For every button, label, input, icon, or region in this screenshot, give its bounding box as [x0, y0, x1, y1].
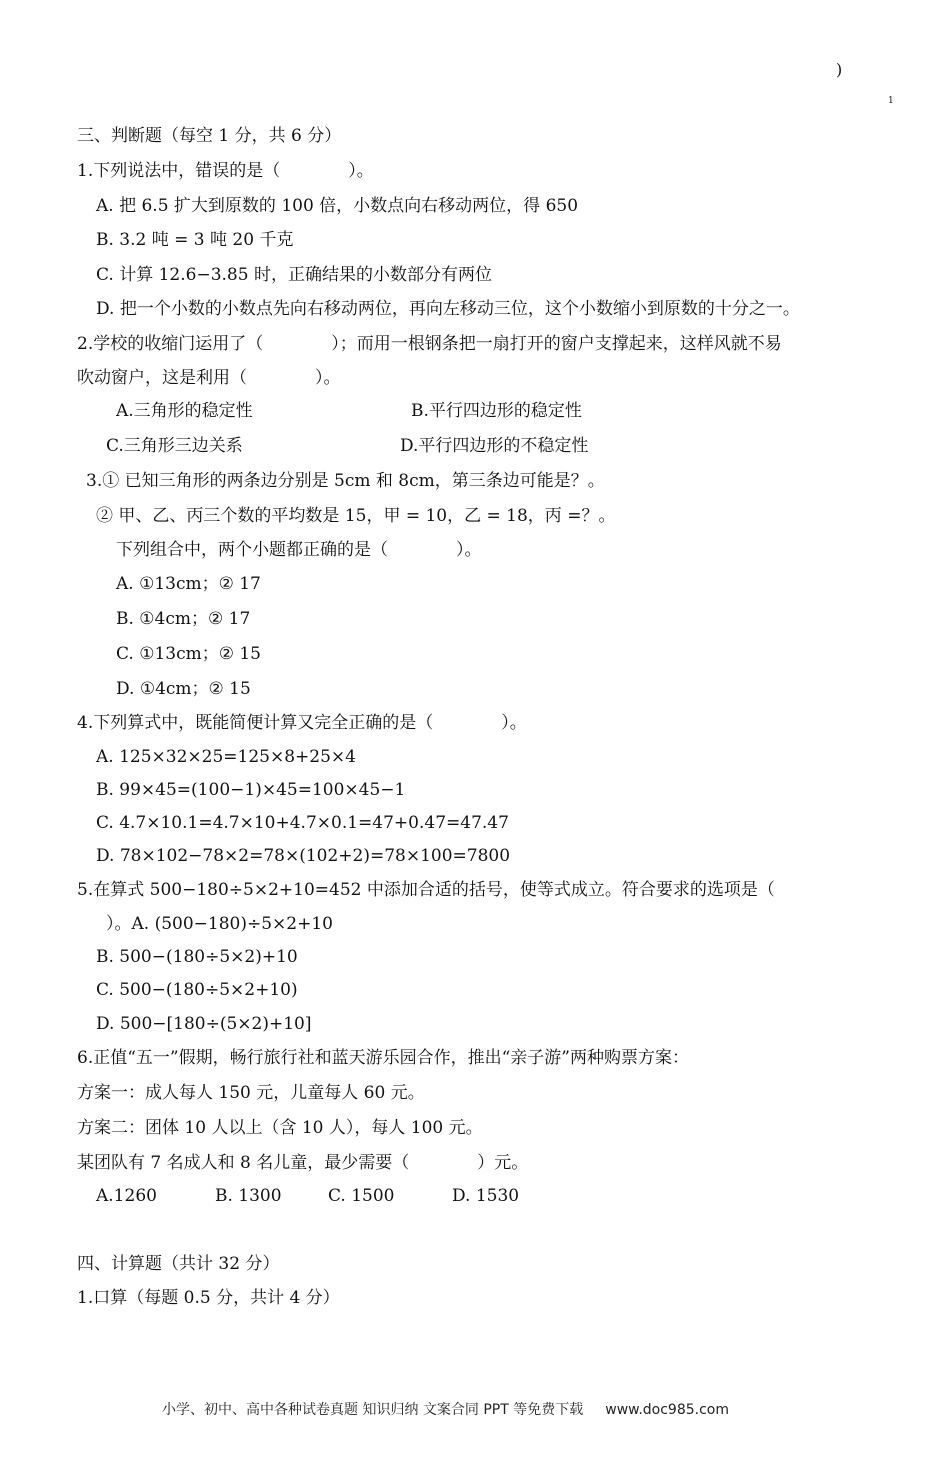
- q1-stem: 1.下列说法中，错误的是（ ）。: [77, 161, 374, 181]
- q3-option-b: B. ①4cm；② 17: [116, 609, 251, 629]
- q3-line1: 3.① 已知三角形的两条边分别是 5cm 和 8cm，第三条边可能是？。: [86, 471, 605, 491]
- q6-stem: 6.正值“五一”假期，畅行旅行社和蓝天游乐园合作，推出“亲子游”两种购票方案：: [77, 1048, 689, 1068]
- q4-option-d: D. 78×102−78×2=78×(102+2)=78×100=7800: [96, 846, 511, 866]
- q2-option-d: D.平行四边形的不稳定性: [400, 436, 589, 456]
- q6-plan-2: 方案二：团体 10 人以上（含 10 人），每人 100 元。: [77, 1118, 483, 1138]
- q5-stem-line2: ）。A. (500−180)÷5×2+10: [106, 914, 333, 934]
- page-number: 1: [888, 96, 894, 106]
- q5-stem-line1: 5.在算式 500−180÷5×2+10=452 中添加合适的括号，使等式成立。符合要求的选项是（: [77, 880, 775, 900]
- section-3-heading: 三、判断题（每空 1 分，共 6 分）: [77, 126, 342, 146]
- corner-paren: ): [836, 60, 843, 79]
- q4-option-b: B. 99×45=(100−1)×45=100×45−1: [96, 780, 406, 800]
- q1-option-c: C. 计算 12.6−3.85 时，正确结果的小数部分有两位: [96, 265, 492, 285]
- q4-option-c: C. 4.7×10.1=4.7×10+4.7×0.1=47+0.47=47.47: [96, 813, 509, 833]
- q3-line2: ② 甲、乙、丙三个数的平均数是 15，甲 = 10，乙 = 18，丙 =？。: [96, 506, 616, 526]
- section-4-q1: 1.口算（每题 0.5 分，共计 4 分）: [77, 1288, 340, 1308]
- q3-option-d: D. ①4cm；② 15: [116, 679, 251, 699]
- section-4-heading: 四、计算题（共计 32 分）: [77, 1254, 280, 1274]
- q3-line3: 下列组合中，两个小题都正确的是（ ）。: [116, 540, 482, 560]
- q4-option-a: A. 125×32×25=125×8+25×4: [96, 747, 356, 767]
- q6-option-b: B. 1300: [215, 1186, 282, 1206]
- q5-option-c: C. 500−(180÷5×2+10): [96, 980, 298, 1000]
- q2-option-b: B.平行四边形的稳定性: [411, 401, 582, 421]
- q1-option-d: D. 把一个小数的小数点先向右移动两位，再向左移动三位，这个小数缩小到原数的十分之一。: [96, 299, 800, 319]
- q2-stem-line2: 吹动窗户，这是利用（ ）。: [77, 368, 341, 388]
- q6-plan-1: 方案一：成人每人 150 元，儿童每人 60 元。: [77, 1083, 425, 1103]
- q3-option-a: A. ①13cm；② 17: [116, 574, 261, 594]
- q1-option-b: B. 3.2 吨 = 3 吨 20 千克: [96, 230, 294, 250]
- q4-stem: 4.下列算式中，既能简便计算又完全正确的是（ ）。: [77, 713, 527, 733]
- q2-option-a: A.三角形的稳定性: [116, 401, 253, 421]
- footer-site-link[interactable]: www.doc985.com: [605, 1402, 729, 1418]
- q1-option-a: A. 把 6.5 扩大到原数的 100 倍，小数点向右移动两位，得 650: [96, 196, 579, 216]
- q6-option-d: D. 1530: [452, 1186, 520, 1206]
- q2-stem-line1: 2.学校的收缩门运用了（ ）；而用一根钢条把一扇打开的窗户支撑起来，这样风就不易: [77, 334, 782, 354]
- q6-question: 某团队有 7 名成人和 8 名儿童，最少需要（ ）元。: [77, 1153, 529, 1173]
- footer: [162, 1399, 729, 1419]
- q3-option-c: C. ①13cm；② 15: [116, 644, 261, 664]
- footer-text: 小学、初中、高中各种试卷真题 知识归纳 文案合同 PPT 等免费下载: [162, 1402, 584, 1418]
- q2-option-c: C.三角形三边关系: [106, 436, 243, 456]
- q6-option-a: A.1260: [96, 1186, 157, 1206]
- q6-option-c: C. 1500: [328, 1186, 395, 1206]
- q5-option-d: D. 500−[180÷(5×2)+10]: [96, 1014, 312, 1034]
- q5-option-b: B. 500−(180÷5×2)+10: [96, 947, 298, 967]
